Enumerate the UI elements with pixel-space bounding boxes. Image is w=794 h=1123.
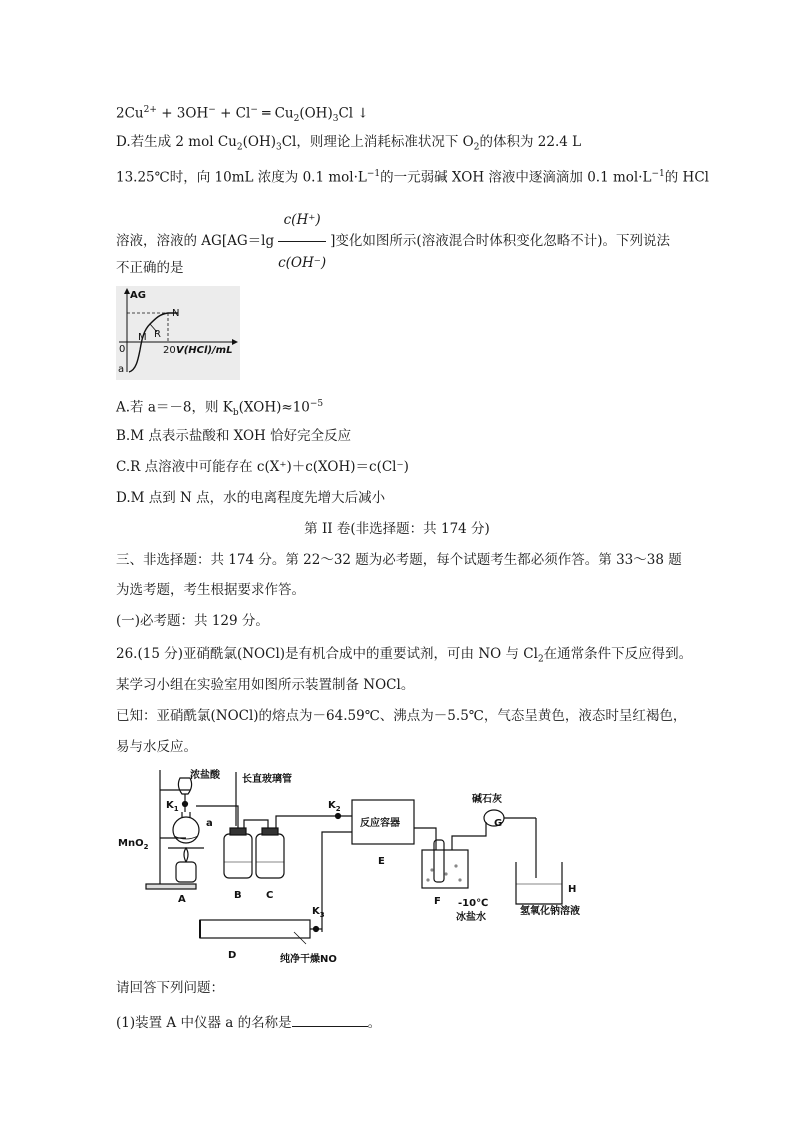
tube-a-b xyxy=(196,806,238,828)
k1-stopcock xyxy=(183,802,188,807)
wash-bottle-b xyxy=(224,834,252,878)
k1-label: $K_1$ xyxy=(166,800,179,813)
tube-e-f xyxy=(414,828,436,850)
question-13-line1: 13.25℃时，向 10mL 浓度为 0.1 $mol\cdot L^{-1}$的一元弱碱 XOH 溶液中逐滴滴加 0.1 $mol\cdot L^{-1}$的 HCl xyxy=(116,169,709,186)
point-r-label: R xyxy=(154,329,161,340)
wash-bottle-c xyxy=(256,834,284,878)
part-2-title: 第 II 卷(非选择题：共 174 分) xyxy=(304,521,490,537)
option-b: B.M 点表示盐酸和 XOH 恰好完全反应 xyxy=(116,428,352,444)
b-label: B xyxy=(234,890,242,901)
x-axis-label: V(HCl)/mL xyxy=(176,345,233,356)
origin-label: 0 xyxy=(119,344,126,355)
long-tube-label: 长直玻璃管 xyxy=(242,774,292,785)
k2-valve xyxy=(336,814,341,819)
reactor-label: 反应容器 xyxy=(360,818,400,829)
temp-label: -10℃ xyxy=(458,898,489,909)
h-label: H xyxy=(568,884,577,895)
k2-label: $K_2$ xyxy=(328,800,341,813)
option-d: D.M 点到 N 点，水的电离程度先增大后减小 xyxy=(116,490,386,506)
question-13-line3: 不正确的是 xyxy=(116,260,184,276)
part-2-line3: (一)必考题：共 129 分。 xyxy=(116,613,269,629)
option-12d: D.若生成 2 mol $Cu_2(OH)_3Cl$，则理论上消耗标准状况下 $O_2$的体积为 22.4 L xyxy=(116,134,582,153)
part-2-line1: 三、非选择题：共 174 分。第 22～32 题为必考题，每个试题考生都必须作答。第 33～38 题 xyxy=(116,552,682,568)
tube-d-e xyxy=(322,832,352,932)
f-label: F xyxy=(434,896,441,907)
stand-base xyxy=(146,884,196,889)
ag-graph xyxy=(116,286,240,380)
ag-fraction: $\frac{c(H^+)}{c(OH^-)}$ xyxy=(278,200,326,283)
bottle-b-stopper xyxy=(230,828,246,835)
naoh-label: 氢氧化钠溶液 xyxy=(520,906,580,917)
d-label: D xyxy=(228,950,237,961)
option-a: A.若 a＝－8，则 $K_b(XOH)\approx 10^{-5}$ xyxy=(116,399,324,419)
soda-lime-label: 碱石灰 xyxy=(472,794,502,805)
e-label: E xyxy=(378,856,385,867)
option-c: C.R 点溶液中可能存在 c(X⁺)＋c(XOH)＝c(Cl⁻) xyxy=(116,459,409,475)
question-26-line2: 某学习小组在实验室用如图所示装置制备 NOCl。 xyxy=(116,677,415,693)
point-a-label: a xyxy=(118,364,125,375)
a-label: a xyxy=(206,818,213,829)
flame xyxy=(184,848,188,862)
beaker-f xyxy=(422,850,468,888)
point-m-label: M xyxy=(138,332,147,343)
apparatus-diagram xyxy=(116,766,596,970)
pure-no-label: 纯净干燥NO xyxy=(280,954,337,965)
syringe-d xyxy=(200,920,310,938)
c-label: C xyxy=(266,890,274,901)
conc-hcl-label: 浓盐酸 xyxy=(190,770,220,781)
question-26-line3: 已知：亚硝酰氯(NOCl)的熔点为－64.59℃、沸点为－5.5℃，气态呈黄色，液态时呈红褐色， xyxy=(116,708,687,724)
bottle-c-stopper xyxy=(262,828,278,835)
a-apparatus-label: A xyxy=(178,894,186,905)
k3-valve xyxy=(314,927,319,932)
equation-line: $2Cu^{2+} + 3OH^- + Cl^-$ ═ $Cu_2(OH)_3Cl$ ↓ xyxy=(116,105,369,125)
tube-c-e xyxy=(276,816,352,828)
tube-f-g xyxy=(452,822,486,850)
k3-label: $K_3$ xyxy=(312,906,325,919)
point-n-label: N xyxy=(172,308,180,319)
answer-blank[interactable] xyxy=(292,1012,368,1027)
y-axis-label: AG xyxy=(130,290,146,301)
ice-salt-label: 冰盐水 xyxy=(456,912,486,923)
question-26-line1: 26.(15 分)亚硝酰氯(NOCl)是有机合成中的重要试剂，可由 NO 与 $Cl_2$在通常条件下反应得到。 xyxy=(116,646,693,665)
question-1: (1)装置 A 中仪器 a 的名称是 。 xyxy=(116,1012,381,1033)
tube-b-c xyxy=(244,820,268,828)
question-26-line4: 易与水反应。 xyxy=(116,739,197,755)
tick-20-label: 20 xyxy=(163,345,176,356)
g-label: G xyxy=(494,818,503,829)
beaker-h xyxy=(516,862,562,904)
question-13-line2: 溶液，溶液的 AG[AG＝lg $\frac{c(H^+)}{c(OH^-)}$ ]变化如图所示(溶液混合时体积变化忽略不计)。下列说法 xyxy=(116,200,670,283)
answer-prompt: 请回答下列问题： xyxy=(116,980,224,996)
part-2-line2: 为选考题，考生根据要求作答。 xyxy=(116,582,305,598)
alcohol-lamp xyxy=(176,862,196,882)
mno2-label: MnO$_2$ xyxy=(118,838,149,851)
